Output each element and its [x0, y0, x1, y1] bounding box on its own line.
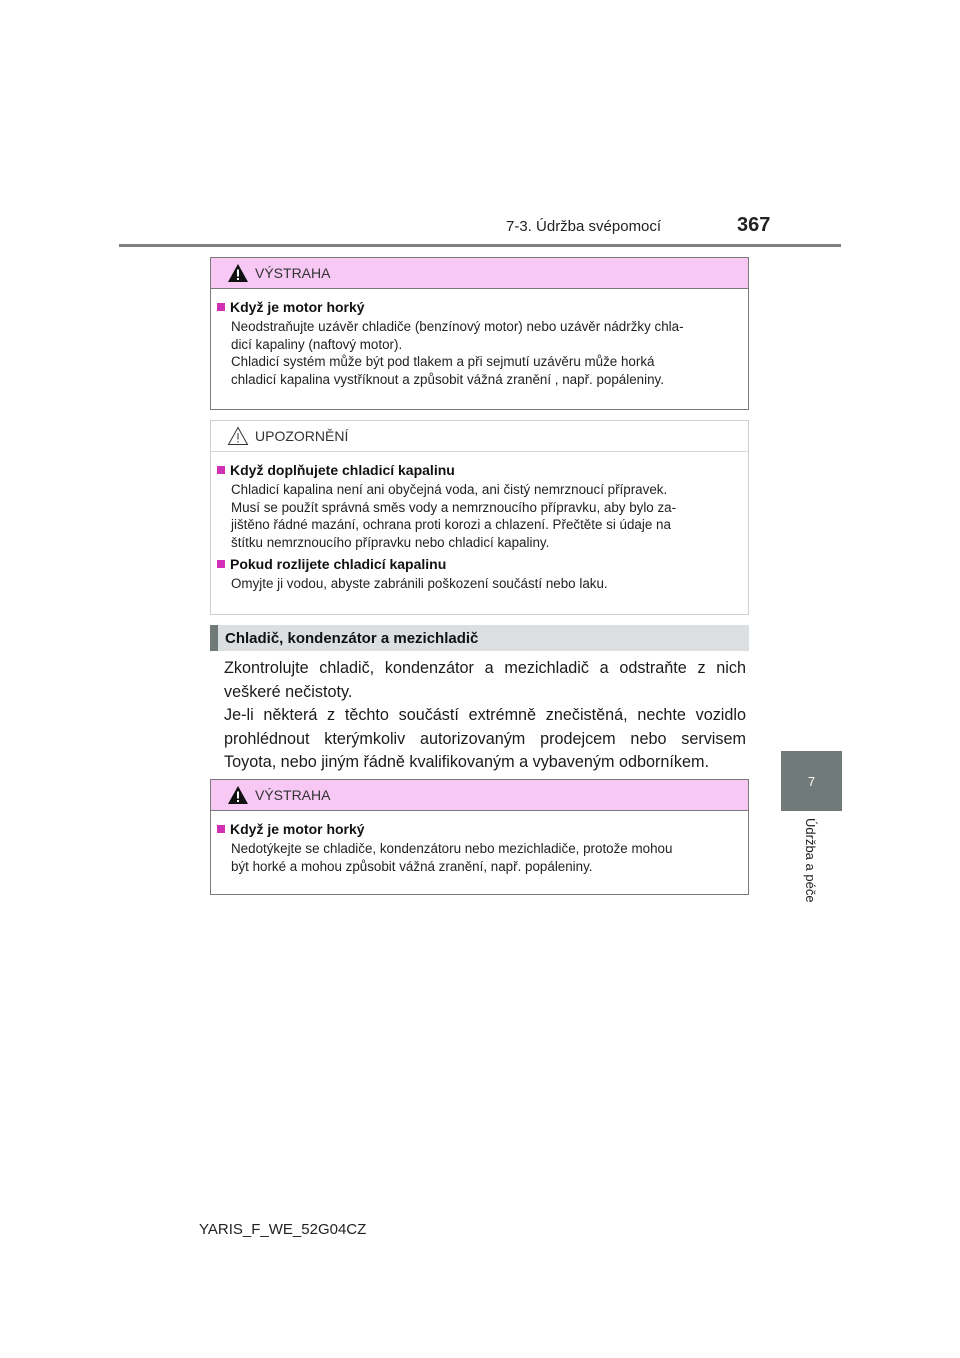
warning-item-title	[217, 821, 738, 837]
warning-item-title-text: Když je motor horký	[230, 299, 365, 315]
text-line: dicí kapaliny (naftový motor).	[231, 336, 403, 352]
chapter-tab: 7	[781, 751, 842, 811]
footer-code: YARIS_F_WE_52G04CZ	[199, 1221, 367, 1238]
chapter-label: Údržba a péče	[803, 818, 818, 903]
bullet-square-icon	[217, 466, 225, 474]
warning-box-body	[211, 289, 748, 398]
warning-item-text	[217, 840, 738, 875]
warning-triangle-icon	[227, 263, 249, 283]
paragraph-line: veškeré nečistoty.	[224, 682, 353, 701]
caution-item	[217, 462, 738, 551]
section-heading: Chladič, kondenzátor a mezichladič	[210, 625, 749, 651]
text-line: štítku nemrznoucího přípravku nebo chladicí kapaliny.	[231, 534, 550, 550]
header-section-title: 7-3. Údržba svépomocí	[506, 218, 662, 235]
warning-item	[217, 299, 738, 388]
text-line: Musí se použít správná směs vody a nemrznoucího přípravku, aby bylo za-	[231, 499, 677, 515]
caution-box-body	[211, 452, 748, 603]
warning-triangle-icon	[227, 785, 249, 805]
caution-item	[217, 556, 738, 593]
warning-item-title	[217, 299, 738, 315]
caution-box-header	[211, 421, 748, 452]
paragraph-line: Je-li některá z těchto součástí extrémně znečistěná, nechte vozidlo	[224, 706, 746, 724]
caution-item-title	[217, 462, 738, 478]
text-line: Neodstraňujte uzávěr chladiče (benzínový motor) nebo uzávěr nádržky chla-	[231, 319, 684, 334]
bullet-square-icon	[217, 303, 225, 311]
text-line: Omyjte ji vodou, abyste zabránili poškození součástí nebo laku.	[231, 576, 608, 591]
text-line: jištěno řádné mazání, ochrana proti korozi a chlazení. Přečtěte si údaje na	[231, 517, 671, 532]
caution-item-text	[217, 481, 738, 551]
warning-label: VÝSTRAHA	[255, 265, 331, 281]
page-number: 367	[737, 214, 771, 236]
warning-label: VÝSTRAHA	[255, 787, 331, 803]
caution-item-title-text: Když doplňujete chladicí kapalinu	[230, 462, 455, 478]
text-line: Chladicí systém může být pod tlakem a při sejmutí uzávěru může horká	[231, 354, 655, 369]
caution-item-title	[217, 556, 738, 572]
warning-box-header	[211, 258, 748, 289]
text-line: Chladicí kapalina není ani obyčejná voda, ani čistý nemrznoucí přípravek.	[231, 482, 668, 497]
warning-box-2	[210, 779, 749, 895]
caution-label: UPOZORNĚNÍ	[255, 428, 349, 444]
warning-item-title-text: Když je motor horký	[230, 821, 365, 837]
caution-triangle-icon	[227, 426, 249, 446]
section-paragraph	[224, 657, 746, 775]
text-line: chladicí kapalina vystříknout a způsobit vážná zranění , např. popáleniny.	[231, 371, 664, 387]
warning-box-header	[211, 780, 748, 811]
warning-item	[217, 821, 738, 875]
bullet-square-icon	[217, 560, 225, 568]
paragraph-line: prohlédnout kterýmkoliv autorizovaným prodejcem nebo servisem	[224, 729, 746, 748]
paragraph-line: Toyota, nebo jiným řádně kvalifikovaným a vybaveným odborníkem.	[224, 753, 709, 771]
paragraph-line: Zkontrolujte chladič, kondenzátor a mezichladič a odstraňte z nich	[224, 659, 746, 677]
caution-item-text	[217, 575, 738, 593]
warning-item-text	[217, 318, 738, 388]
caution-box	[210, 420, 749, 615]
caution-item-title-text: Pokud rozlijete chladicí kapalinu	[230, 556, 447, 572]
warning-box-1	[210, 257, 749, 410]
warning-box-body	[211, 811, 748, 885]
header-rule	[119, 244, 841, 247]
bullet-square-icon	[217, 825, 225, 833]
text-line: být horké a mohou způsobit vážná zranění, např. popáleniny.	[231, 858, 593, 874]
text-line: Nedotýkejte se chladiče, kondenzátoru nebo mezichladiče, protože mohou	[231, 841, 673, 856]
